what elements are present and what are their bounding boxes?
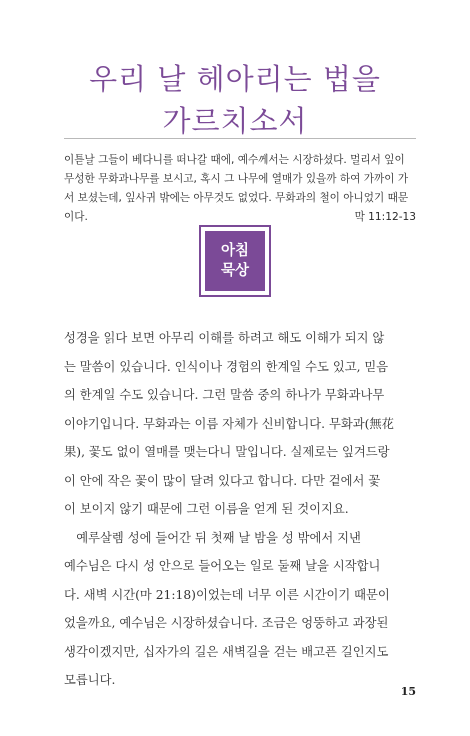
badge-line-2: 묵상 [220, 263, 249, 279]
title-line-2: 가르치소서 [162, 104, 308, 138]
title-line-1: 우리 날 헤아리는 법을 [89, 62, 381, 96]
body-line: 성경을 읽다 보면 아무리 이해를 하려고 해도 이해가 되지 않 [64, 331, 385, 345]
body-line: 다. 새벽 시간(마 21:18)이었는데 너무 이른 시간이기 때문이 [64, 587, 390, 602]
body-line: 이야기입니다. 무화과는 이름 자체가 신비합니다. 무화과(無花 [64, 416, 394, 431]
title-divider [64, 138, 416, 139]
scripture-line: 이튿날 그들이 베다니를 떠나갈 때에, 예수께서는 시장하셨다. 멀리서 잎이 [64, 154, 405, 166]
scripture-line: 서 보셨는데, 잎사귀 밖에는 아무것도 없었다. 무화과의 철이 아니었기 때문 [64, 192, 409, 204]
paragraph-2 [64, 524, 416, 695]
body-line: 예루살렘 성에 들어간 뒤 첫째 날 밤을 성 밖에서 지낸 [64, 530, 361, 545]
body-line: 이 보이지 않기 때문에 그런 이름을 얻게 된 것이지요. [64, 502, 349, 516]
body-line: 果), 꽃도 없이 열매를 맺는다니 말입니다. 실제로는 잎겨드랑 [64, 445, 390, 459]
morning-meditation-badge [199, 225, 271, 297]
page-number: 15 [400, 685, 416, 698]
page-title [0, 58, 470, 142]
body-line: 는 말씀이 있습니다. 인식이나 경험의 한계일 수도 있고, 믿음 [64, 359, 389, 374]
body-line: 생각이겠지만, 십자가의 길은 새벽길을 걷는 배고픈 길인지도 [64, 644, 389, 659]
meditation-body [64, 324, 416, 695]
badge-line-1: 아침 [220, 243, 249, 259]
scripture-line: 이다. [64, 211, 88, 223]
scripture-line: 무성한 무화과나무를 보시고, 혹시 그 나무에 열매가 있을까 하여 가까이 가 [64, 173, 409, 185]
scripture-passage [64, 151, 416, 227]
paragraph-1 [64, 324, 416, 524]
body-line: 모릅니다. [64, 673, 116, 687]
body-line: 었을까요, 예수님은 시장하셨습니다. 조금은 엉뚱하고 과장된 [64, 616, 389, 630]
body-line: 예수님은 다시 성 안으로 들어오는 일로 둘째 날을 시작합니 [64, 559, 381, 573]
scripture-reference: 막 11:12-13 [354, 211, 416, 223]
body-line: 의 한계일 수도 있습니다. 그런 말씀 중의 하나가 무화과나무 [64, 388, 385, 402]
body-line: 이 안에 작은 꽃이 많이 달려 있다고 합니다. 다만 겉에서 꽃 [64, 473, 381, 488]
